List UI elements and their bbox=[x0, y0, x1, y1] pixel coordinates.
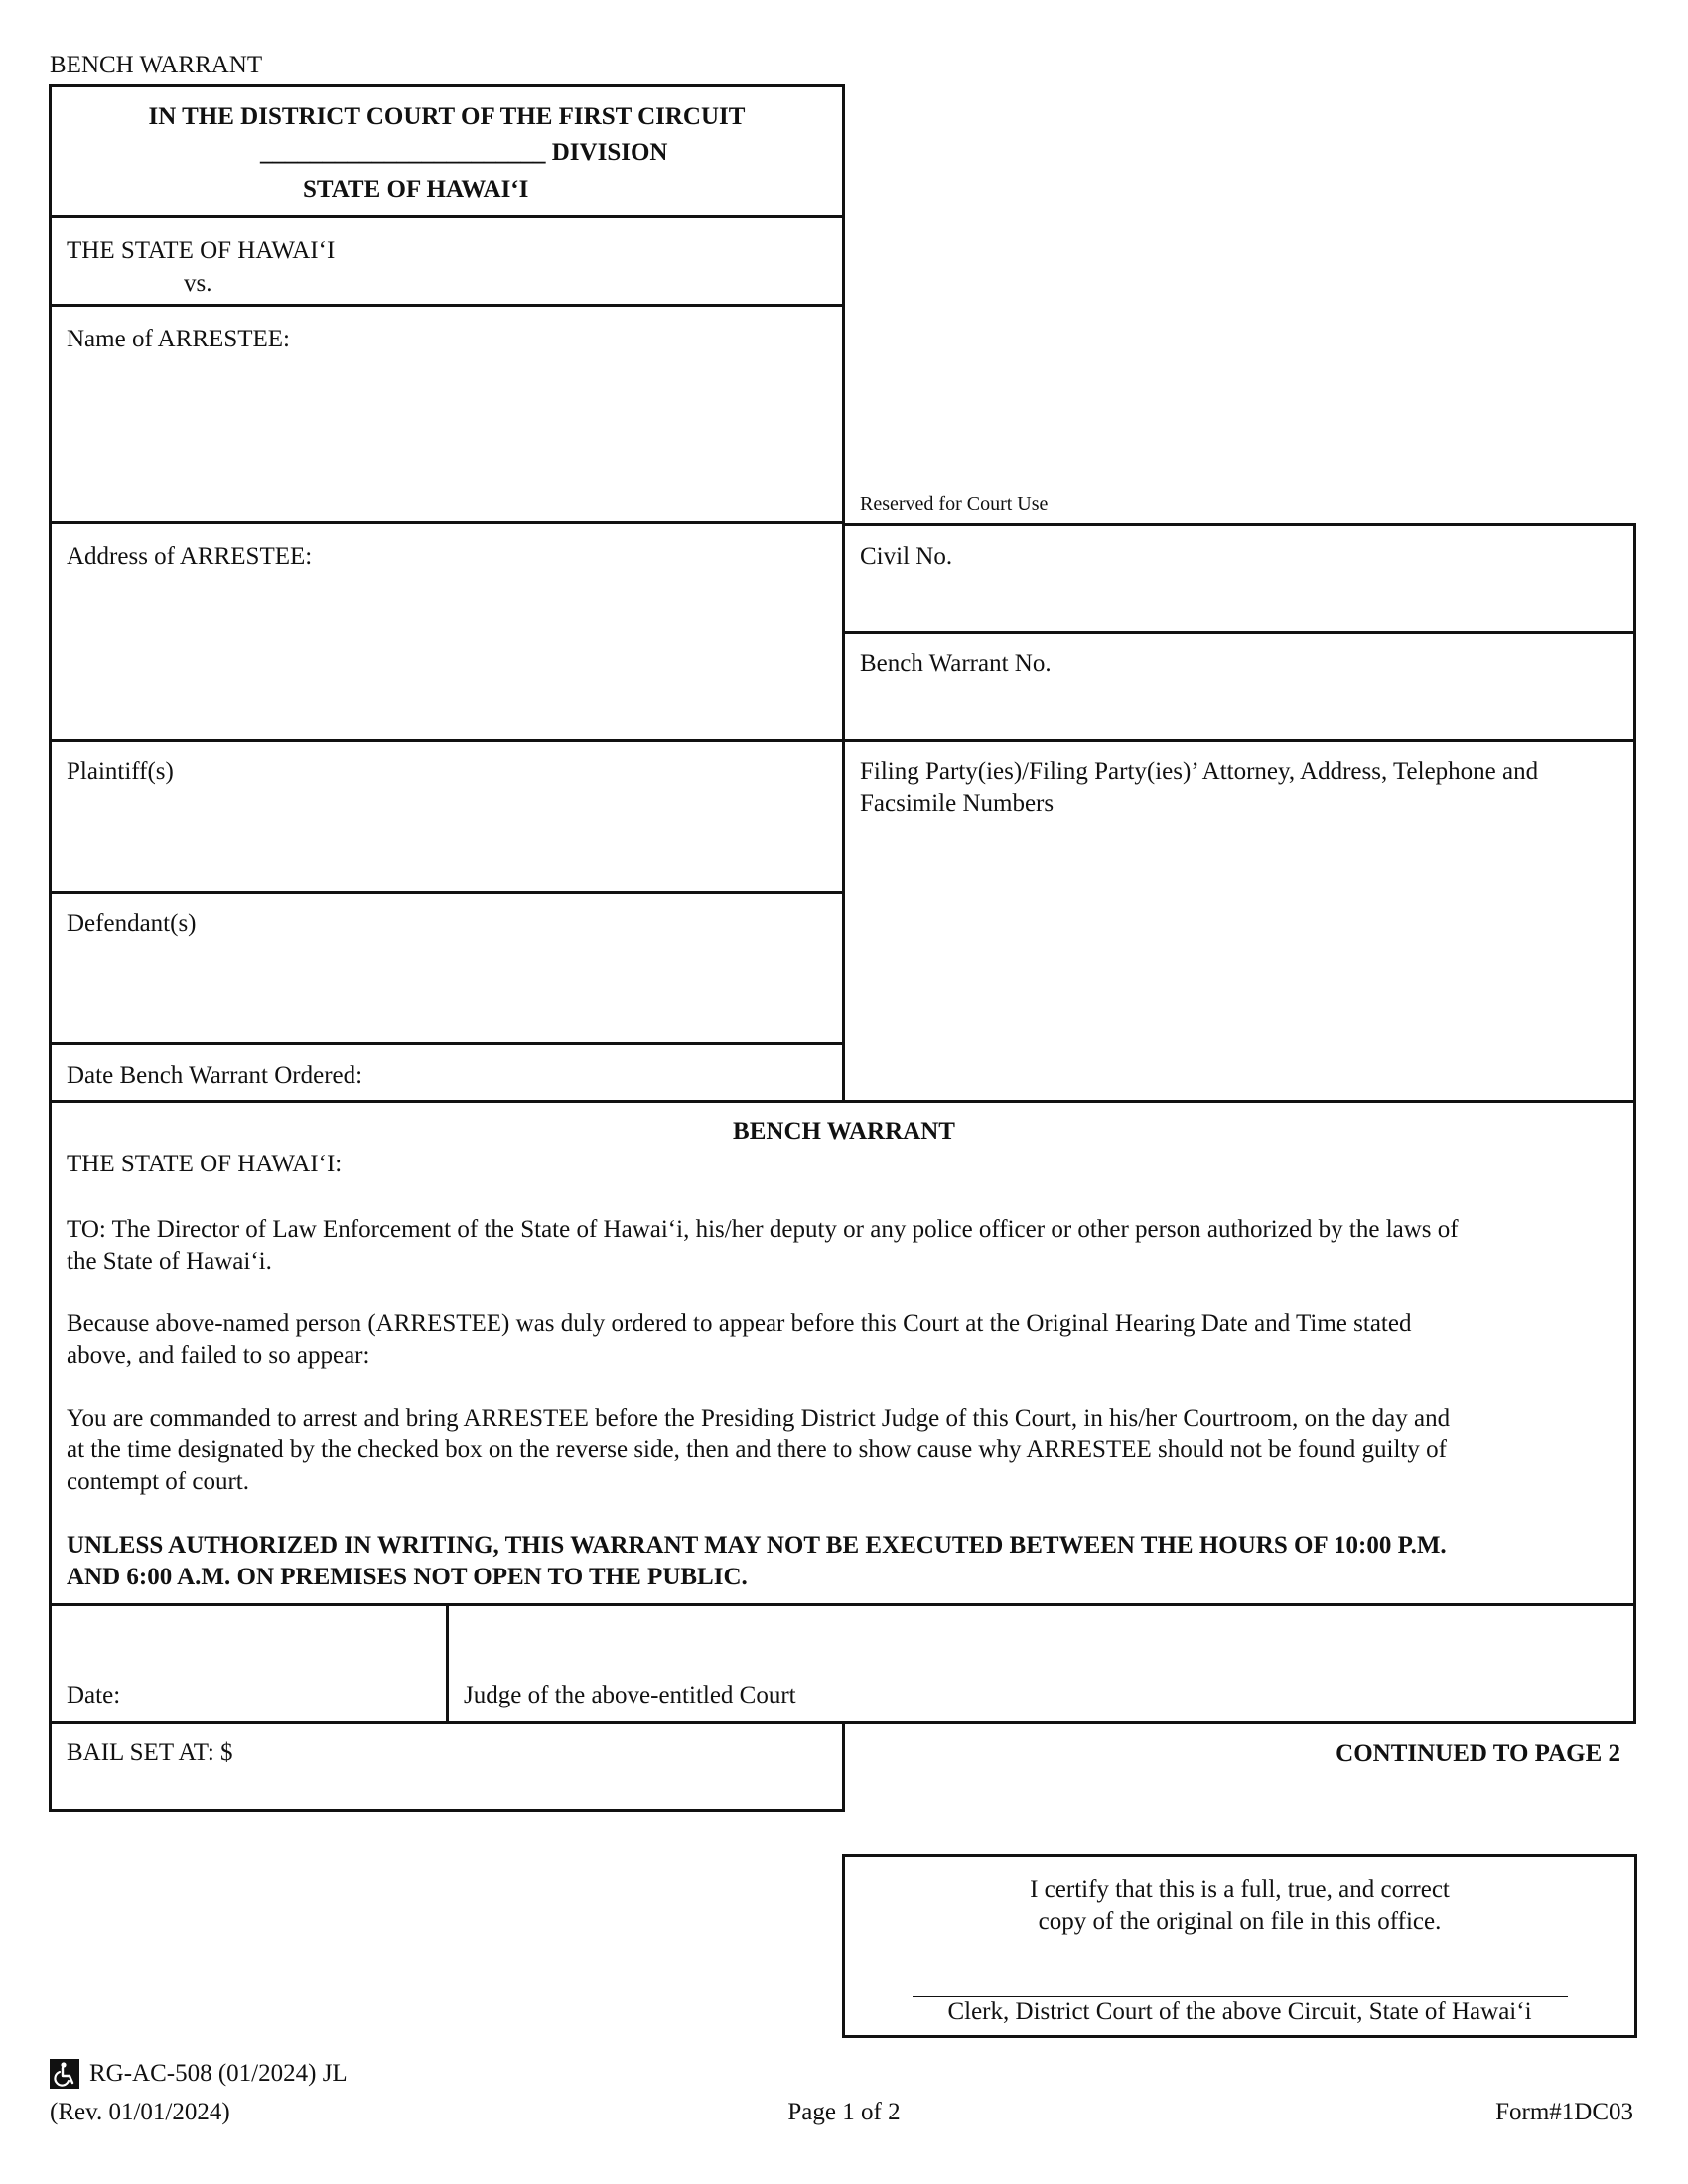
arrestee-address-label: Address of ARRESTEE: bbox=[67, 543, 313, 570]
bail-right-border bbox=[842, 1721, 845, 1812]
warrant-title: BENCH WARRANT bbox=[733, 1118, 955, 1145]
bench-warrant-no-label: Bench Warrant No. bbox=[860, 650, 1052, 677]
warrant-state-address: THE STATE OF HAWAI‘I: bbox=[67, 1151, 343, 1177]
arrestee-name-label: Name of ARRESTEE: bbox=[67, 326, 290, 352]
rule-after-bench-warrant-no bbox=[842, 739, 1636, 742]
page-number: Page 1 of 2 bbox=[787, 2099, 901, 2125]
defendant-label: Defendant(s) bbox=[67, 910, 197, 937]
form-top-label: BENCH WARRANT bbox=[50, 52, 263, 78]
because-line-1: Because above-named person (ARRESTEE) was duly ordered to appear before this Court at the Original Hearing Date and Time stated bbox=[67, 1310, 1412, 1337]
clerk-label: Clerk, District Court of the above Circuit, State of Hawai‘i bbox=[947, 1998, 1532, 2025]
command-line-1: You are commanded to arrest and bring ARRESTEE before the Presiding District Judge of this Court, in his/her Courtroom, on the day and bbox=[67, 1405, 1451, 1432]
caption-vs: vs. bbox=[184, 270, 212, 297]
bail-label: BAIL SET AT: $ bbox=[67, 1739, 233, 1766]
to-line-1: TO: The Director of Law Enforcement of the State of Hawai‘i, his/her deputy or any police officer or other person authorized by the laws of bbox=[67, 1216, 1459, 1243]
court-name: IN THE DISTRICT COURT OF THE FIRST CIRCUIT bbox=[148, 103, 746, 130]
division-label: DIVISION bbox=[551, 139, 668, 166]
wheelchair-icon bbox=[50, 2059, 79, 2089]
judge-signature-field[interactable] bbox=[457, 1610, 1628, 1678]
civil-no-label: Civil No. bbox=[860, 543, 953, 570]
caption-state: THE STATE OF HAWAI‘I bbox=[67, 237, 336, 264]
date-label: Date: bbox=[67, 1682, 121, 1708]
civil-no-field[interactable] bbox=[983, 536, 1628, 625]
rule-after-header bbox=[49, 215, 845, 218]
filing-party-field[interactable] bbox=[849, 826, 1628, 1094]
division-blank[interactable]: _______________________ bbox=[260, 139, 546, 166]
unless-line-2: AND 6:00 A.M. ON PREMISES NOT OPEN TO THE PUBLIC. bbox=[67, 1564, 748, 1590]
date-ordered-field[interactable] bbox=[397, 1052, 834, 1096]
filing-party-label-line1: Filing Party(ies)/Filing Party(ies)’ Attorney, Address, Telephone and bbox=[860, 758, 1539, 785]
reserved-label: Reserved for Court Use bbox=[860, 493, 1049, 515]
continued-label: CONTINUED TO PAGE 2 bbox=[1336, 1740, 1620, 1767]
because-line-2: above, and failed to so appear: bbox=[67, 1342, 370, 1369]
certification-box bbox=[842, 1854, 1637, 2038]
rule-after-name bbox=[49, 521, 845, 524]
court-use-top bbox=[842, 523, 1636, 526]
plaintiff-field[interactable] bbox=[52, 792, 842, 887]
bail-field[interactable] bbox=[258, 1731, 834, 1803]
arrestee-address-field[interactable] bbox=[52, 576, 842, 735]
rule-after-state bbox=[49, 304, 845, 307]
form-code: RG-AC-508 (01/2024) JL bbox=[89, 2060, 348, 2087]
warrant-top-rule bbox=[49, 1100, 1636, 1103]
arrestee-name-field[interactable] bbox=[52, 357, 842, 516]
certify-line-2: copy of the original on file in this office. bbox=[1038, 1908, 1442, 1935]
rule-after-civil-no bbox=[842, 631, 1636, 634]
left-box-right-border bbox=[842, 84, 845, 1102]
rule-after-defendant bbox=[49, 1042, 845, 1045]
division-line bbox=[260, 137, 667, 169]
header-box-top bbox=[49, 84, 845, 87]
date-field[interactable] bbox=[139, 1610, 437, 1717]
command-line-3: contempt of court. bbox=[67, 1468, 249, 1495]
date-ordered-label: Date Bench Warrant Ordered: bbox=[67, 1062, 363, 1089]
signature-top-rule bbox=[49, 1603, 1636, 1606]
certify-line-1: I certify that this is a full, true, and correct bbox=[1030, 1876, 1450, 1903]
to-line-2: the State of Hawai‘i. bbox=[67, 1248, 272, 1275]
judge-label: Judge of the above-entitled Court bbox=[464, 1682, 796, 1708]
rule-after-plaintiff bbox=[49, 891, 845, 894]
revision-date: (Rev. 01/01/2024) bbox=[50, 2099, 230, 2125]
bench-warrant-no-field[interactable] bbox=[1092, 643, 1628, 733]
plaintiff-label: Plaintiff(s) bbox=[67, 758, 174, 785]
command-line-2: at the time designated by the checked box on the reverse side, then and there to show cause why ARRESTEE should not be found guilty of bbox=[67, 1436, 1447, 1463]
filing-party-label-line2: Facsimile Numbers bbox=[860, 790, 1055, 817]
unless-line-1: UNLESS AUTHORIZED IN WRITING, THIS WARRANT MAY NOT BE EXECUTED BETWEEN THE HOURS OF 10:00 P.M. bbox=[67, 1532, 1447, 1559]
defendant-field[interactable] bbox=[52, 943, 842, 1038]
bail-bottom-rule bbox=[49, 1809, 845, 1812]
state-title: STATE OF HAWAI‘I bbox=[303, 176, 529, 203]
form-number: Form#1DC03 bbox=[1495, 2099, 1633, 2125]
signature-divider bbox=[446, 1603, 449, 1722]
rule-after-address bbox=[49, 739, 845, 742]
